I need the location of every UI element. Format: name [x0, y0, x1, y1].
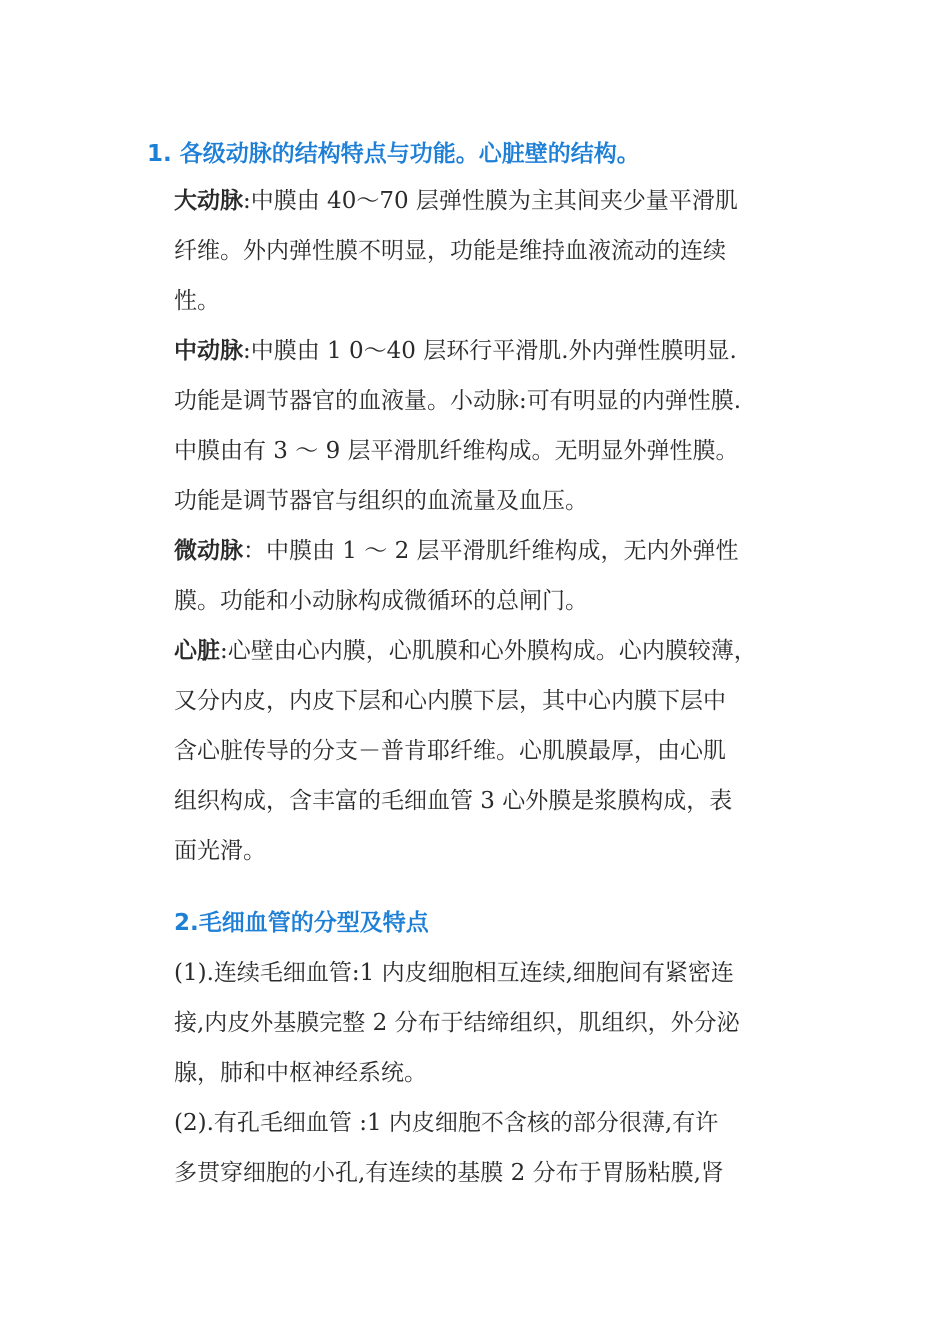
capillary-line-4: (2).有孔毛细血管 :1 内皮细胞不含核的部分很薄,有许 — [174, 1110, 719, 1136]
medium-artery-line-2: 功能是调节器官的血液量。小动脉:可有明显的内弹性膜. — [174, 388, 742, 414]
micro-artery-line-2: 膜。功能和小动脉构成微循环的总闸门。 — [174, 588, 588, 614]
micro-artery-line-1: 微动脉：中膜由 1 ～ 2 层平滑肌纤维构成，无内外弹性 — [174, 538, 739, 564]
medium-artery-line-4: 功能是调节器官与组织的血流量及血压。 — [174, 488, 588, 514]
micro-artery-term: 微动脉 — [174, 538, 243, 564]
capillary-line-2: 接,内皮外基膜完整 2 分布于结缔组织，肌组织，外分泌 — [174, 1010, 740, 1036]
section2-heading: 2.毛细血管的分型及特点 — [174, 910, 429, 936]
capillary-line-1: (1).连续毛细血管:1 内皮细胞相互连续,细胞间有紧密连 — [174, 960, 734, 986]
medium-artery-term: 中动脉 — [174, 338, 243, 364]
large-artery-line-3: 性。 — [174, 288, 220, 314]
capillary-line-5: 多贯穿细胞的小孔,有连续的基膜 2 分布于胃肠粘膜,肾 — [174, 1160, 724, 1186]
heart-line-4: 组织构成，含丰富的毛细血管 3 心外膜是浆膜构成，表 — [174, 788, 733, 814]
heart-line-2: 又分内皮，内皮下层和心内膜下层，其中心内膜下层中 — [174, 688, 726, 714]
heart-line-3: 含心脏传导的分支－普肯耶纤维。心肌膜最厚，由心肌 — [174, 738, 726, 764]
medium-artery-line-3: 中膜由有 3 ～ 9 层平滑肌纤维构成。无明显外弹性膜。 — [174, 438, 739, 464]
large-artery-line-2: 纤维。外内弹性膜不明显，功能是维持血液流动的连续 — [174, 238, 726, 264]
medium-artery-line-1: 中动脉:中膜由 1 0～40 层环行平滑肌.外内弹性膜明显. — [174, 338, 737, 364]
heart-line-5: 面光滑。 — [174, 838, 266, 864]
heart-line-1: 心脏:心壁由心内膜，心肌膜和心外膜构成。心内膜较薄， — [174, 638, 757, 664]
capillary-line-3: 腺，肺和中枢神经系统。 — [174, 1060, 427, 1086]
large-artery-term: 大动脉 — [174, 188, 243, 214]
section1-heading: 1. 各级动脉的结构特点与功能。心脏壁的结构。 — [147, 141, 640, 167]
heart-term: 心脏 — [174, 638, 220, 664]
large-artery-line-1: 大动脉:中膜由 40～70 层弹性膜为主其间夹少量平滑肌 — [174, 188, 738, 214]
